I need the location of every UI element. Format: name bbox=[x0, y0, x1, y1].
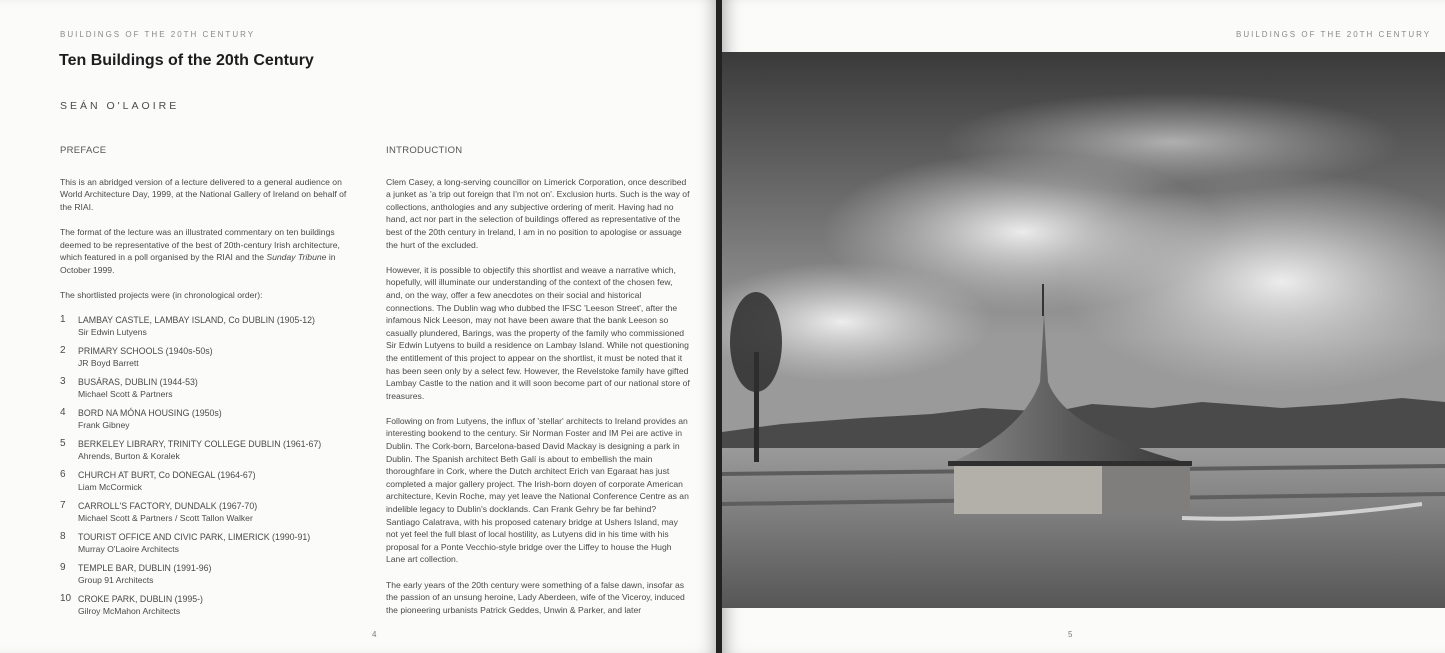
project-number: 7 bbox=[60, 500, 66, 512]
preface-paragraph-1: This is an abridged version of a lecture delivered to a general audience on World Architecture Day, 1999, at the National Gallery of Ireland on behalf of the RIAI. bbox=[60, 176, 347, 212]
right-page bbox=[722, 0, 1445, 653]
project-name: CHURCH AT BURT, Co DONEGAL (1964-67) bbox=[78, 470, 256, 481]
project-architect: Murray O'Laoire Architects bbox=[78, 544, 179, 555]
introduction-paragraph-2: However, it is possible to objectify this shortlist and weave a narrative which, hopefully, will illuminate our understanding of the context of the chosen few, and, on the way, offer a few anecdotes on their social and historical connections. The Dublin wag who dubbed the IFSC 'Leeson Street', after the infamous Nick Leeson, may not have been aware that the bank Leeson so casually plundered, Barings, was the property of the family who commissioned Sir Edwin Lutyens to build a residence on Lambay Island. While not questioning the entitlement of this project to appear on the shortlist, it must be noted that it has been seen only by a select few. However, the Revelstoke family have gifted Lambay Castle to the nation and it will soon become part of our national store of treasures. bbox=[386, 264, 690, 401]
page-title: Ten Buildings of the 20th Century bbox=[59, 52, 314, 69]
introduction-column bbox=[386, 145, 690, 629]
preface-paragraph-2-text: The format of the lecture was an illustrated commentary on ten buildings deemed to be representative of the best of 20th-century Irish architecture, which featured in a poll organised by the RIAI and the bbox=[60, 226, 340, 263]
roof-eave bbox=[948, 461, 1192, 466]
spire-cross bbox=[1042, 284, 1044, 316]
project-name: BUSÁRAS, DUBLIN (1944-53) bbox=[78, 377, 198, 388]
author-name: SEÁN O'LAOIRE bbox=[60, 100, 180, 112]
project-architect: Gilroy McMahon Architects bbox=[78, 606, 181, 617]
project-architect: Frank Gibney bbox=[78, 420, 130, 431]
project-body bbox=[78, 314, 315, 338]
project-item bbox=[60, 345, 352, 369]
newspaper-title: Sunday Tribune bbox=[266, 252, 327, 263]
project-architect: Group 91 Architects bbox=[78, 575, 154, 586]
project-body bbox=[78, 593, 203, 617]
page-number-right: 5 bbox=[1068, 630, 1073, 639]
project-body bbox=[78, 438, 321, 462]
project-architect: Sir Edwin Lutyens bbox=[78, 327, 147, 338]
project-list bbox=[60, 314, 352, 617]
introduction-paragraph-4: The early years of the 20th century were something of a false dawn, insofar as the passion of an unsung heroine, Lady Aberdeen, wife of the Viceroy, induced the pioneering urbanists Patrick Geddes, Unwin & Parker, and later bbox=[386, 579, 685, 615]
church-photo-illustration bbox=[722, 52, 1445, 608]
church-photo bbox=[722, 52, 1445, 608]
cloud bbox=[942, 92, 1402, 192]
project-item bbox=[60, 593, 352, 617]
project-number: 2 bbox=[60, 345, 66, 357]
preface-paragraph-2-end: in October 1999. bbox=[60, 252, 336, 275]
preface-paragraph-2 bbox=[60, 226, 352, 276]
project-number: 6 bbox=[60, 469, 66, 481]
project-name: CROKE PARK, DUBLIN (1995-) bbox=[78, 594, 203, 605]
project-number: 1 bbox=[60, 314, 66, 326]
project-body bbox=[78, 562, 211, 586]
running-head-left: BUILDINGS OF THE 20TH CENTURY bbox=[60, 30, 256, 39]
project-body bbox=[78, 469, 256, 493]
project-number: 5 bbox=[60, 438, 66, 450]
project-name: TOURIST OFFICE AND CIVIC PARK, LIMERICK (1990-91) bbox=[78, 532, 311, 543]
project-architect: Liam McCormick bbox=[78, 482, 142, 493]
project-name: BORD NA MÓNA HOUSING (1950s) bbox=[78, 408, 222, 419]
project-item bbox=[60, 562, 352, 586]
project-item bbox=[60, 438, 352, 462]
preface-paragraph-3: The shortlisted projects were (in chronological order): bbox=[60, 289, 263, 300]
preface-heading: PREFACE bbox=[60, 145, 107, 156]
project-item bbox=[60, 469, 352, 493]
project-architect: Ahrends, Burton & Koralek bbox=[78, 451, 180, 462]
church-wall-shadow bbox=[1102, 464, 1190, 514]
project-architect: JR Boyd Barrett bbox=[78, 358, 139, 369]
project-item bbox=[60, 376, 352, 400]
project-item bbox=[60, 407, 352, 431]
preface-column bbox=[60, 145, 352, 624]
project-name: BERKELEY LIBRARY, TRINITY COLLEGE DUBLIN (1961-67) bbox=[78, 439, 322, 450]
project-number: 3 bbox=[60, 376, 66, 388]
project-name: PRIMARY SCHOOLS (1940s-50s) bbox=[78, 346, 213, 357]
project-item bbox=[60, 500, 352, 524]
project-architect: Michael Scott & Partners / Scott Tallon Walker bbox=[78, 513, 253, 524]
page-number-left: 4 bbox=[372, 630, 377, 639]
project-number: 10 bbox=[60, 593, 72, 605]
introduction-paragraph-3: Following on from Lutyens, the influx of 'stellar' architects to Ireland provides an interesting bookend to the century. Sir Norman Foster and IM Pei are active in Dublin. The Cork-born, Barcelona-based David Mackay is designing a park in Dublin. The Spanish architect Beth Galí is about to embellish the main thoroughfare in Cork, where the Dutch architect Erich van Egaraat has just completed a major gallery project. The Irish-born doyen of corporate American architecture, Kevin Roche, may yet leave the National Conference Centre as an indelible legacy to Dublin's docklands. Can Frank Gehry be far behind? Santiago Calatrava, with his proposed catenary bridge at Ushers Island, may not yet feel the full blast of local hostility, as Lutyens did in his time with his proposal for a Ponte Vecchio-style bridge over the Liffey to house the Hugh Lane art collection. bbox=[386, 415, 689, 565]
project-item bbox=[60, 531, 352, 555]
project-item bbox=[60, 314, 352, 338]
project-name: TEMPLE BAR, DUBLIN (1991-96) bbox=[78, 563, 212, 574]
running-head-right: BUILDINGS OF THE 20TH CENTURY bbox=[1236, 30, 1432, 39]
introduction-heading: INTRODUCTION bbox=[386, 145, 463, 156]
project-number: 4 bbox=[60, 407, 66, 419]
project-body bbox=[78, 407, 222, 431]
project-name: CARROLL'S FACTORY, DUNDALK (1967-70) bbox=[78, 501, 258, 512]
project-number: 9 bbox=[60, 562, 66, 574]
project-body bbox=[78, 376, 198, 400]
left-page bbox=[0, 0, 718, 653]
introduction-paragraph-1: Clem Casey, a long-serving councillor on Limerick Corporation, once described a junket as 'a trip out foreign that I'm not on'. Exclusion hurts. Such is the way of collections, anthologies and any subjective ordering of merit. Having had no hand, act nor part in the selection of buildings offered as representative of the best of the 20th century in Ireland, I am in no position to apologise or assuage the hurt of the excluded. bbox=[386, 176, 690, 250]
project-name: LAMBAY CASTLE, LAMBAY ISLAND, Co DUBLIN (1905-12) bbox=[78, 315, 315, 326]
project-architect: Michael Scott & Partners bbox=[78, 389, 173, 400]
project-body bbox=[78, 531, 310, 555]
project-body bbox=[78, 500, 257, 524]
project-body bbox=[78, 345, 213, 369]
project-number: 8 bbox=[60, 531, 66, 543]
